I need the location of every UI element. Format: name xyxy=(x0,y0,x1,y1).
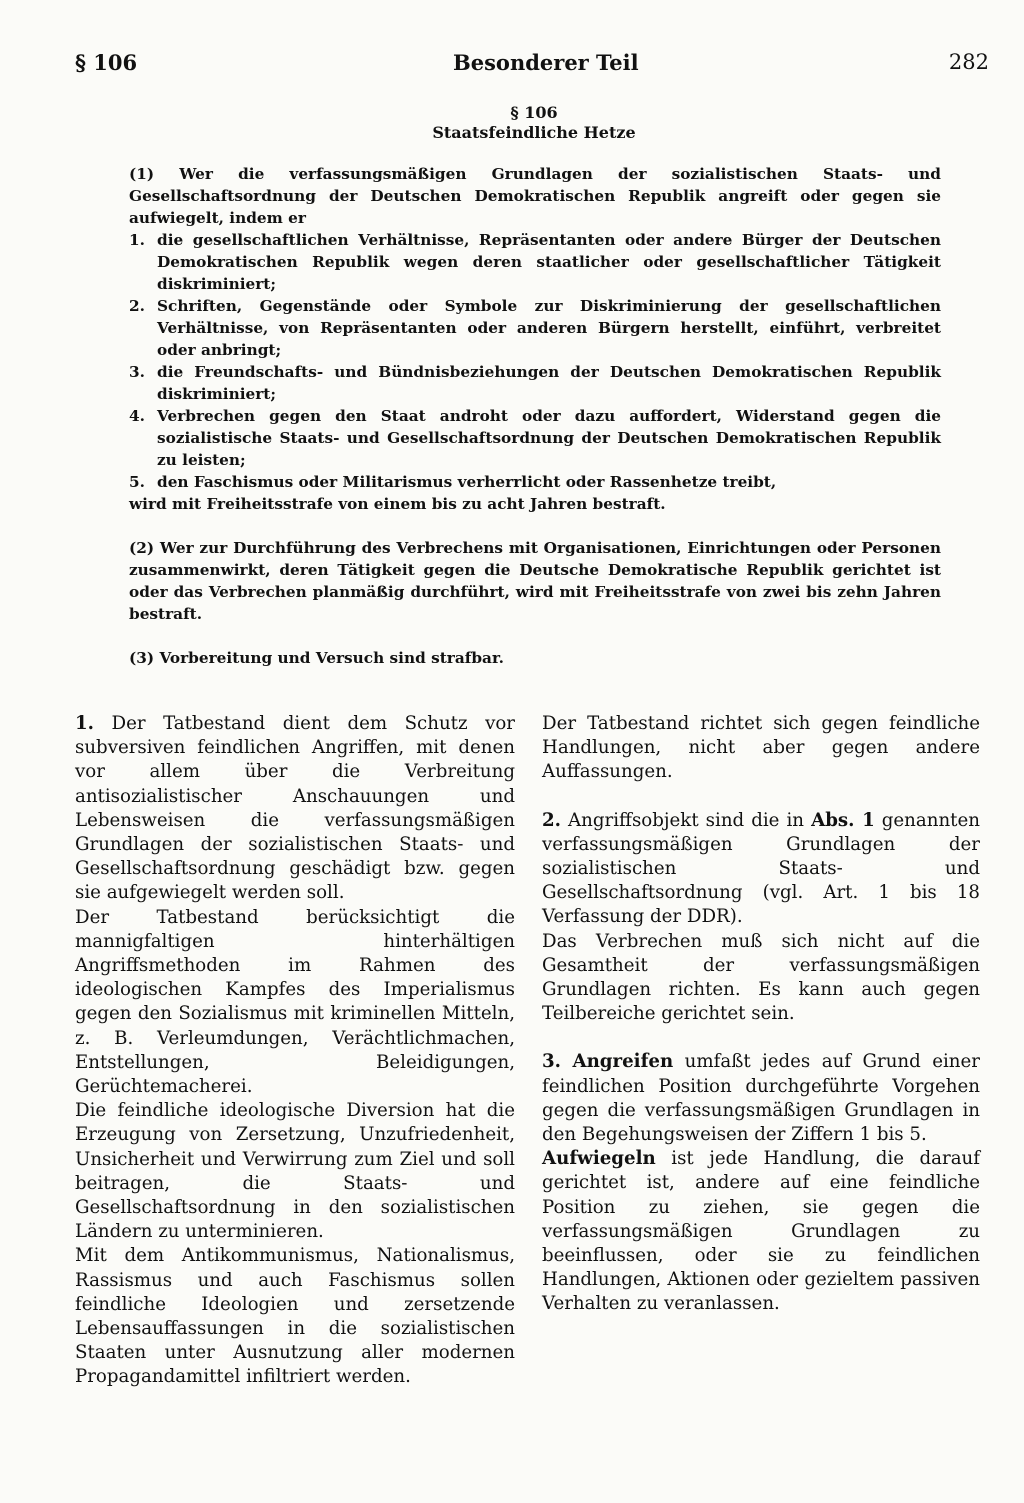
running-header xyxy=(75,50,989,84)
statute-abs1-closing: wird mit Freiheitsstrafe von einem bis zu acht Jahren bestraft. xyxy=(129,495,666,513)
commentary-emphasis: Abs. 1 xyxy=(811,809,875,831)
commentary-number: 1. xyxy=(75,713,94,734)
statute-item-number: 5. xyxy=(129,473,145,491)
commentary-paragraph: Das Verbrechen muß sich nicht auf die Gesamtheit der verfassungsmäßigen Grundlagen richten. Es kann auch gegen Teilbereiche gerichtet sein. xyxy=(542,930,980,1025)
section-number: § 106 xyxy=(510,103,558,122)
statute-item-text: den Faschismus oder Militarismus verherrlicht oder Rassenhetze treibt, xyxy=(157,473,777,491)
section-title: Staatsfeindliche Hetze xyxy=(432,123,636,142)
statute-item-list xyxy=(129,229,941,493)
commentary-text: Angriffsobjekt sind die in xyxy=(568,809,805,831)
statute-item xyxy=(129,361,941,405)
commentary-number: 2. xyxy=(542,809,561,831)
commentary-text: genannten verfassungsmäßigen Grundlagen der sozialistischen Staats- und Gesellschaftsordnung (vgl. Art. 1 bis 18 Verfassung der DDR). xyxy=(542,809,980,928)
commentary-paragraph xyxy=(542,1147,980,1316)
commentary-text: Der Tatbestand dient dem Schutz vor subversiven feindlichen Angriffen, mit denen vor allem über die Verbreitung antisozialistischer Anschauungen und Lebensweisen die verfassungsmäßigen Grundlagen der sozialistischen Staats- und Gesellschaftsordnung geschädigt bzw. gegen sie aufgewiegelt werden soll. xyxy=(75,713,515,904)
statute-item-number: 3. xyxy=(129,363,145,381)
commentary-text: umfaßt jedes auf Grund einer feindlichen Position durchgeführte Vorgehen gegen die verfassungsmäßigen Grundlagen in den Begehungsweisen der Ziffern 1 bis 5. xyxy=(542,1051,980,1146)
statute-item-number: 4. xyxy=(129,407,145,425)
statute-item xyxy=(129,471,941,493)
statute-item-text: die gesellschaftlichen Verhältnisse, Repräsentanten oder andere Bürger der Deutschen Demokratischen Republik wegen deren staatlicher oder gesellschaftlicher Tätigkeit diskriminiert; xyxy=(157,231,941,293)
commentary-paragraph xyxy=(75,712,515,906)
statute-item xyxy=(129,229,941,295)
commentary-paragraph: Der Tatbestand richtet sich gegen feindliche Handlungen, nicht aber gegen andere Auffassungen. xyxy=(542,713,980,783)
commentary-paragraph: Der Tatbestand berücksichtigt die mannigfaltigen hinterhältigen Angriffsmethoden im Rahmen des ideologischen Kampfes des Imperialismus gegen den Sozialismus mit kriminellen Mitteln, z. B. Verleumdungen, Verächtlichmachen, Entstellungen, Beleidigungen, Gerüchtemacherei. xyxy=(75,906,515,1098)
commentary-paragraph: Die feindliche ideologische Diversion hat die Erzeugung von Zersetzung, Unzufriedenheit, Unsicherheit und Verwirrung zum Ziel und soll beitragen, die Staats- und Gesellschaftsordnung in den sozialistischen Ländern zu unterminieren. xyxy=(75,1100,515,1243)
statute-item-number: 2. xyxy=(129,297,145,315)
statute-item-text: die Freundschafts- und Bündnisbeziehungen der Deutschen Demokratischen Republik diskriminiert; xyxy=(157,363,941,403)
statute-item-text: Verbrechen gegen den Staat androht oder dazu auffordert, Widerstand gegen die sozialistische Staats- und Gesellschaftsordnung der Deutschen Demokratischen Republik zu leisten; xyxy=(157,407,941,469)
statute-text xyxy=(129,163,941,669)
commentary-number: 3. xyxy=(542,1051,561,1073)
commentary-emphasis: Aufwiegeln xyxy=(542,1148,656,1170)
statute-item-number: 1. xyxy=(129,231,145,249)
commentary-right-column xyxy=(542,712,980,1317)
page-number: 282 xyxy=(948,50,989,74)
statute-abs2: (2) Wer zur Durchführung des Verbrechens mit Organisationen, Einrichtungen oder Personen zusammenwirkt, deren Tätigkeit gegen die Deutsche Demokratische Republik gerichtet ist oder das Verbrechen planmäßig durchführt, wird mit Freiheitsstrafe von zwei bis zehn Jahren bestraft. xyxy=(129,539,941,623)
commentary-text: ist jede Handlung, die darauf gerichtet ist, andere auf eine feindliche Position zu ziehen, sie gegen die verfassungsmäßigen Grundlagen zu beeinflussen, oder sie zu feindlichen Handlungen, Aktionen oder gezieltem passiven Verhalten zu veranlassen. xyxy=(542,1148,980,1315)
commentary-paragraph: Mit dem Antikommunismus, Nationalismus, Rassismus und auch Faschismus sollen feindliche Ideologien und zersetzende Lebensauffassungen in die sozialistischen Staaten unter Ausnutzung aller modernen Propagandamittel infiltriert werden. xyxy=(75,1245,515,1388)
commentary-left-column xyxy=(75,712,515,1390)
statute-abs3: (3) Vorbereitung und Versuch sind strafbar. xyxy=(129,649,504,667)
statute-item xyxy=(129,295,941,361)
statute-abs1-intro: (1) Wer die verfassungsmäßigen Grundlagen der sozialistischen Staats- und Gesellschaftsordnung der Deutschen Demokratischen Republik angreift oder gegen sie aufwiegelt, indem er xyxy=(129,165,941,227)
commentary-paragraph xyxy=(542,809,980,930)
statute-item xyxy=(129,405,941,471)
commentary-paragraph xyxy=(542,1050,980,1147)
header-section-ref: § 106 xyxy=(75,50,138,75)
statute-item-text: Schriften, Gegenstände oder Symbole zur Diskriminierung der gesellschaftlichen Verhältnisse, von Repräsentanten oder anderen Bürgern herstellt, einführt, verbreitet oder anbringt; xyxy=(157,297,941,359)
header-part-title: Besonderer Teil xyxy=(453,50,639,75)
commentary-emphasis: Angreifen xyxy=(572,1051,674,1073)
